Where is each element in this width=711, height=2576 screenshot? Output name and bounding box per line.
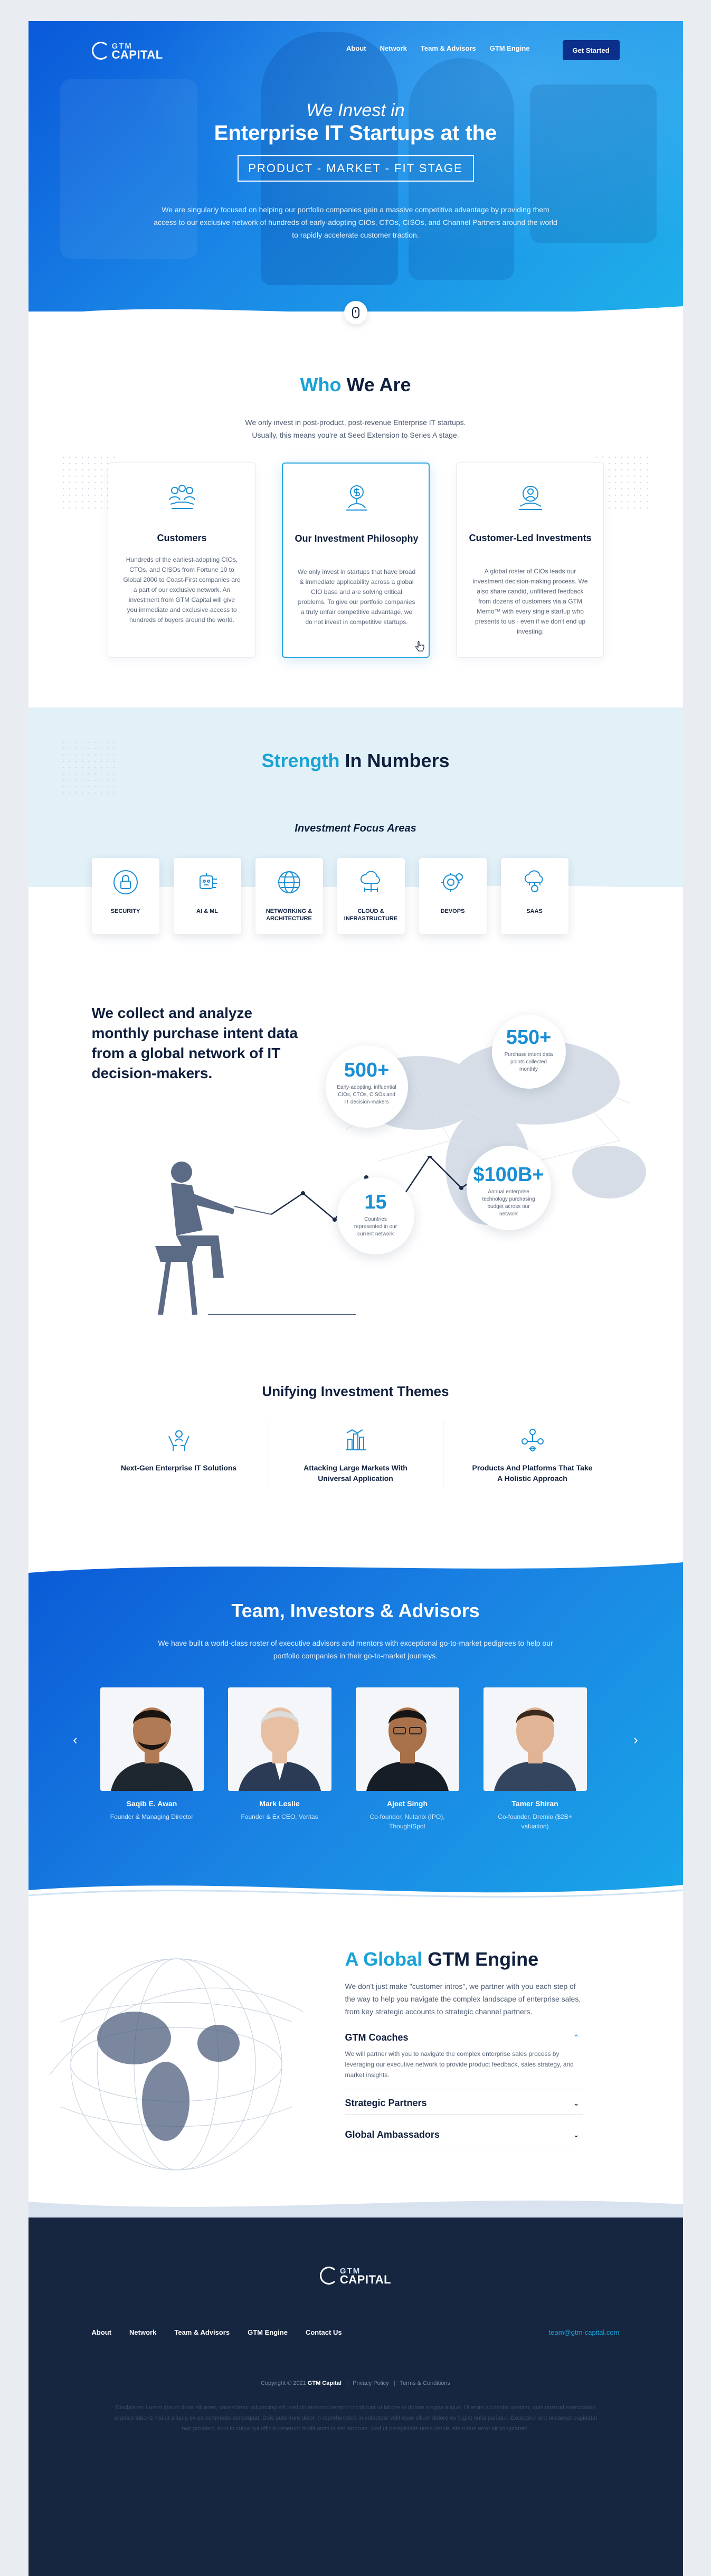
stat-value: 550+: [506, 1026, 552, 1049]
accordion-body: We will partner with you to navigate the complex enterprise sales process by leveraging our executive network to provide product feedback, sales strategy, and market insights.: [345, 2050, 574, 2079]
member-role: Founder & Ex CEO, Veritas: [241, 1813, 318, 1820]
chevron-down-icon: ⌄: [573, 2099, 580, 2107]
who-title: [29, 374, 683, 396]
data-headline: We collect and analyze monthly purchase intent data from a global network of IT decision-makers.: [91, 1005, 298, 1081]
focus-area-label: CLOUD & INFRASTRUCTURE: [344, 908, 398, 922]
stat-500: [326, 1045, 408, 1128]
investment-money-icon: [341, 483, 373, 514]
who-title-rest: We Are: [346, 374, 411, 395]
accordion-gtm-coaches: [345, 2026, 583, 2089]
ai-robot-icon: [194, 869, 221, 896]
gtm-paragraph: We don't just make "customer intros", we partner with you each step of the way to help you navigate the complex landscape of enterprise sales, from key strategic accounts to strategic channel partners.: [345, 1982, 581, 2016]
card-title: Customers: [157, 533, 207, 543]
logo-line1: GTM: [339, 2267, 361, 2276]
terms-link[interactable]: Terms & Conditions: [400, 2380, 451, 2386]
holistic-network-icon: [518, 1426, 547, 1454]
stat-value: 500+: [344, 1059, 390, 1081]
analyst-illustration: [113, 1156, 493, 1320]
customer-led-icon: [515, 482, 546, 514]
focus-area-label: SAAS: [526, 908, 543, 914]
stat-100b: [467, 1146, 551, 1230]
strength-title-accent: Strength: [261, 750, 340, 771]
nav-link-about[interactable]: About: [346, 44, 366, 52]
theme-holistic: [445, 1426, 620, 1494]
focus-area-label: AI & ML: [196, 908, 218, 914]
accordion-strategic-partners: [345, 2092, 583, 2115]
theme-label: Products And Platforms That Take A Holistic Approach: [472, 1464, 593, 1483]
stat-desc: Early-adopting, influential CIOs, CTOs, CISOs and IT decision-makers: [337, 1084, 396, 1105]
card-text: We only invest in startups that have broad & immediate applicability across a global CIO base and are solving critical problems. To give our portfolio companies a truly unfair competitive advantage, we do not invest in competitive startups.: [297, 568, 416, 626]
nav-link-network[interactable]: Network: [380, 44, 407, 52]
team-title: Team, Investors & Advisors: [231, 1600, 480, 1621]
focus-area-label: SECURITY: [110, 908, 140, 914]
top-nav: [29, 37, 683, 63]
hero-paragraph: We are singularly focused on helping our portfolio companies gain a massive competitive advantage by providing them access to our exclusive network of hundreds of early-adopting CIOs, CTOs, CISOs, and Channel Partners around the world to rapidly accelerate customer traction.: [154, 205, 557, 239]
logo-line2: CAPITAL: [339, 2273, 392, 2286]
stat-desc: Countries represented in our current network: [354, 1216, 397, 1237]
nav-link-gtm-engine[interactable]: GTM Engine: [489, 44, 530, 52]
privacy-policy-link[interactable]: Privacy Policy: [353, 2380, 389, 2386]
hero-stage-pill: PRODUCT - MARKET - FIT STAGE: [238, 155, 474, 182]
saas-cloud-icon: [521, 869, 548, 896]
card-title: Our Investment Philosophy: [295, 533, 419, 544]
chevron-up-icon: ⌃: [573, 2033, 580, 2042]
cloud-icon: [357, 869, 385, 896]
stat-15: [337, 1177, 414, 1254]
team-member-card[interactable]: [100, 1687, 204, 1820]
copyright-text: Copyright © 2021: [260, 2380, 306, 2386]
card-customer-led[interactable]: [456, 463, 604, 658]
accordion-header[interactable]: [345, 2092, 583, 2114]
member-photo: [484, 1687, 587, 1791]
copyright-brand: GTM Capital: [307, 2380, 342, 2386]
footer-link-about[interactable]: About: [91, 2328, 112, 2336]
accordion-global-ambassadors: [345, 2124, 583, 2146]
theme-nextgen: [92, 1426, 266, 1494]
focus-area-ai-ml[interactable]: [174, 858, 241, 934]
footer-link-contact[interactable]: Contact Us: [305, 2328, 342, 2336]
accordion-header[interactable]: [345, 2124, 583, 2146]
chevron-down-icon: ⌄: [573, 2130, 580, 2139]
team-top-wave: [29, 1558, 683, 1578]
focus-area-devops[interactable]: [419, 858, 487, 934]
accordion-title: GTM Coaches: [345, 2032, 409, 2043]
stat-desc: Annual enterprise technology purchasing budget across our network: [482, 1189, 535, 1217]
member-portrait-image: [228, 1687, 331, 1791]
member-name: Saqib E. Awan: [126, 1799, 177, 1808]
strength-section: [29, 707, 683, 1003]
gtm-title-accent: A Global: [345, 1948, 423, 1970]
accordion-header[interactable]: [345, 2026, 583, 2049]
carousel-prev-arrow-icon[interactable]: ‹: [73, 1732, 78, 1748]
who-we-are-section: [29, 338, 683, 707]
page: [29, 21, 683, 2576]
focus-area-label: NETWORKING & ARCHITECTURE: [266, 908, 312, 922]
gtm-wave-divider: [29, 2191, 683, 2218]
theme-label: Attacking Large Markets With Universal Application: [304, 1464, 407, 1483]
security-lock-icon: [112, 869, 139, 896]
footer-nav: [92, 2328, 342, 2336]
stat-value: 15: [364, 1191, 387, 1213]
logo-line1: GTM: [111, 42, 132, 51]
gtm-engine-section: [29, 1906, 683, 2218]
footer-email-link[interactable]: team@gtm-capital.com: [548, 2328, 620, 2336]
strength-title: [29, 750, 683, 772]
member-role: Co-founder, Dremio ($2B+ valuation): [498, 1813, 572, 1830]
nav-links: [346, 44, 529, 52]
mouse-scroll-icon: [352, 307, 359, 318]
team-bottom-wave: [29, 1874, 683, 1906]
team-member-card[interactable]: [356, 1687, 459, 1830]
gtm-capital-logo[interactable]: [92, 40, 163, 61]
logo-ring-icon: [92, 42, 110, 60]
scroll-down-button[interactable]: [344, 301, 367, 324]
card-text: Hundreds of the earliest-adopting CIOs, CTOs, and CISOs from Fortune 10 to Global 2000 to Coast-First companies are a part of our exclusive network. An investment from GTM Capital will give you immediate and exclusive access to hundreds of buyers around the world.: [123, 556, 241, 624]
card-investment-philosophy[interactable]: [282, 463, 430, 658]
hand-cursor-icon: [415, 641, 424, 653]
focus-areas-title: Investment Focus Areas: [295, 823, 416, 834]
gtm-title-rest: GTM Engine: [428, 1948, 539, 1970]
gtm-capital-logo: [320, 2265, 391, 2286]
accordion-title: Global Ambassadors: [345, 2129, 440, 2140]
strength-title-rest: In Numbers: [345, 750, 450, 771]
card-title: Customer-Led Investments: [469, 533, 592, 543]
gtm-title: [345, 1948, 620, 1970]
footer-copyright: Copyright © 2021 GTM Capital | Privacy Policy | Terms & Conditions: [260, 2380, 451, 2386]
customers-group-icon: [166, 482, 198, 514]
member-name: Tamer Shiran: [511, 1799, 558, 1808]
footer-link-team[interactable]: Team & Advisors: [174, 2328, 230, 2336]
footer-logo[interactable]: [303, 2260, 409, 2291]
themes-title: Unifying Investment Themes: [262, 1383, 449, 1399]
focus-area-cloud[interactable]: [337, 858, 405, 934]
nav-link-team[interactable]: Team & Advisors: [420, 44, 476, 52]
footer: [29, 2218, 683, 2576]
stat-desc: Purchase intent data points collected monthly: [504, 1052, 553, 1072]
network-globe-icon: [276, 869, 303, 896]
focus-area-saas[interactable]: [501, 858, 568, 934]
team-member-card[interactable]: [228, 1687, 331, 1820]
member-role: Founder & Managing Director: [110, 1813, 194, 1820]
hero-headline-line1: We Invest in: [306, 100, 405, 120]
focus-area-label: DEVOPS: [440, 908, 465, 914]
dotted-globe-illustration: [44, 1938, 308, 2191]
theme-label: Next-Gen Enterprise IT Solutions: [120, 1464, 237, 1472]
card-text: A global roster of CIOs leads our investment decision-making process. We also share candid, unfiltered feedback from dozens of customers via a GTM Memo™ with every single startup who presents to us - even if we don't end up investing.: [472, 568, 588, 635]
large-markets-building-icon: [342, 1426, 370, 1454]
who-intro: We only invest in post-product, post-revenue Enterprise IT startups. Usually, this means you're at Seed Extension to Series A stage.: [245, 418, 466, 439]
member-portrait-image: [100, 1687, 204, 1791]
team-member-card[interactable]: [484, 1687, 587, 1830]
hero-headline-line2: Enterprise IT Startups at the: [214, 121, 497, 145]
member-photo: [100, 1687, 204, 1791]
carousel-next-arrow-icon[interactable]: ›: [633, 1732, 638, 1748]
focus-area-networking[interactable]: [255, 858, 323, 934]
logo-ring-icon: [320, 2267, 338, 2285]
member-name: Ajeet Singh: [386, 1799, 428, 1808]
accordion-title: Strategic Partners: [345, 2098, 427, 2108]
data-section: [29, 1003, 683, 1383]
nextgen-hands-icon: [165, 1426, 193, 1454]
member-portrait-image: [484, 1687, 587, 1791]
themes-section: [29, 1383, 683, 1558]
member-name: Mark Leslie: [259, 1799, 300, 1808]
stat-550: [492, 1015, 566, 1089]
card-customers[interactable]: [108, 463, 255, 658]
member-photo: [228, 1687, 331, 1791]
stat-value: $100B+: [473, 1164, 544, 1186]
get-started-button[interactable]: Get Started: [563, 40, 620, 60]
footer-link-gtm-engine[interactable]: GTM Engine: [248, 2328, 288, 2336]
devops-gears-icon: [439, 869, 467, 896]
who-title-accent: Who: [300, 374, 342, 395]
logo-line2: CAPITAL: [111, 48, 163, 61]
focus-area-security[interactable]: [92, 858, 159, 934]
hero-section: [29, 21, 683, 312]
theme-large-markets: [269, 1426, 443, 1494]
member-role: Co-founder, Nutanix (IPO), ThoughtSpot: [369, 1813, 445, 1830]
member-photo: [356, 1687, 459, 1791]
team-paragraph: We have built a world-class roster of executive advisors and mentors with exceptional go-to-market pedigrees to help our portfolio companies in their go-to-market journeys.: [158, 1639, 553, 1660]
footer-disclaimer: Disclaimer: Lorem ipsum dolor sit amet, consectetur adipiscing elit, sed do eiusmod tempor incididunt ut labore et dolore magna aliqua. Ut enim ad minim veniam, quis nostrud exercitation ullamco laboris nisi ut aliquip ex ea commodo consequat. Duis aute irure dolor in reprehenderit in voluptate velit esse cillum dolore eu fugiat nulla pariatur. Excepteur sint occaecat cupidatat non proident, sunt in culpa qui officia deserunt mollit anim id est laborum. Sed ut perspiciatis unde omnis iste natus error sit voluptatem.: [113, 2404, 598, 2432]
member-portrait-image: [356, 1687, 459, 1791]
team-section: [29, 1558, 683, 1906]
footer-link-network[interactable]: Network: [129, 2328, 157, 2336]
